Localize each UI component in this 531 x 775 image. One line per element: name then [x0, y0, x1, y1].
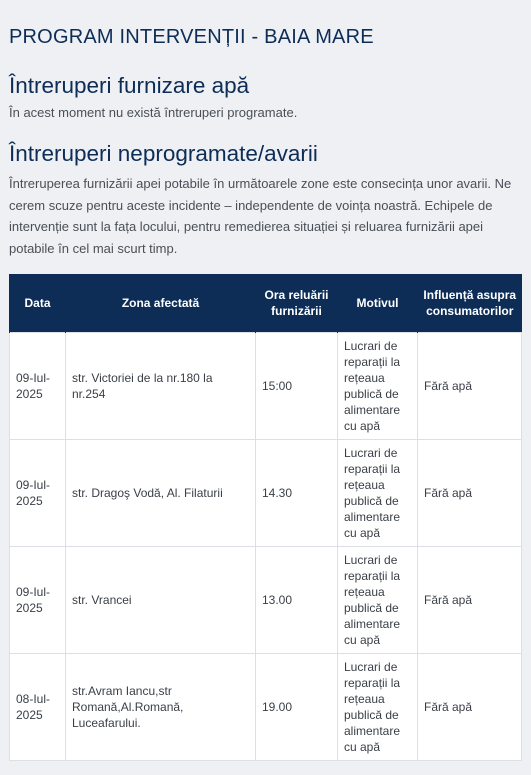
header-impact: Influență asupra consumatorilor — [418, 274, 522, 333]
cell-impact: Fără apă — [418, 333, 522, 440]
cell-restore-time: 13.00 — [256, 547, 338, 654]
cell-impact: Fără apă — [418, 547, 522, 654]
unplanned-interruptions-heading: Întreruperi neprogramate/avarii — [9, 141, 318, 166]
page-title: PROGRAM INTERVENȚII - BAIA MARE — [9, 26, 374, 48]
table-row — [10, 333, 522, 440]
cell-date: 08-Iul-2025 — [10, 654, 66, 761]
header-zone: Zona afectată — [66, 274, 256, 333]
table-row — [10, 440, 522, 547]
interruptions-table — [9, 274, 522, 761]
cell-date: 09-Iul-2025 — [10, 333, 66, 440]
cell-zone: str. Victoriei de la nr.180 la nr.254 — [66, 333, 256, 440]
unplanned-interruptions-text: Întreruperea furnizării apei potabile în următoarele zone este consecința unor avarii. Ne cerem scuze pentru aceste incidente – independente de voința noastră. Echipele de intervenție sunt la fața locului, pentru remedierea situației și reluarea furnizării apei potabile în cel mai scurt timp. — [9, 176, 512, 256]
cell-zone: str. Dragoş Vodă, Al. Filaturii — [66, 440, 256, 547]
header-date: Data — [10, 274, 66, 333]
table-header-row — [10, 274, 522, 333]
cell-restore-time: 19.00 — [256, 654, 338, 761]
table-row — [10, 547, 522, 654]
cell-date: 09-Iul-2025 — [10, 547, 66, 654]
cell-zone: str. Vrancei — [66, 547, 256, 654]
cell-impact: Fără apă — [418, 440, 522, 547]
cell-reason: Lucrari de reparații la rețeaua publică de alimentare cu apă — [338, 654, 418, 761]
cell-impact: Fără apă — [418, 654, 522, 761]
cell-restore-time: 14.30 — [256, 440, 338, 547]
table-row — [10, 654, 522, 761]
cell-reason: Lucrari de reparații la rețeaua publică de alimentare cu apă — [338, 440, 418, 547]
cell-restore-time: 15:00 — [256, 333, 338, 440]
header-reason: Motivul — [338, 274, 418, 333]
cell-reason: Lucrari de reparații la rețeaua publică de alimentare cu apă — [338, 333, 418, 440]
cell-zone: str.Avram Iancu,str Romană,Al.Romană, Luceafarului. — [66, 654, 256, 761]
header-restore-time: Ora reluării furnizării — [256, 274, 338, 333]
cell-date: 09-Iul-2025 — [10, 440, 66, 547]
planned-interruptions-text: În acest moment nu există întreruperi programate. — [9, 105, 298, 120]
planned-interruptions-heading: Întreruperi furnizare apă — [9, 73, 250, 98]
cell-reason: Lucrari de reparații la rețeaua publică de alimentare cu apă — [338, 547, 418, 654]
